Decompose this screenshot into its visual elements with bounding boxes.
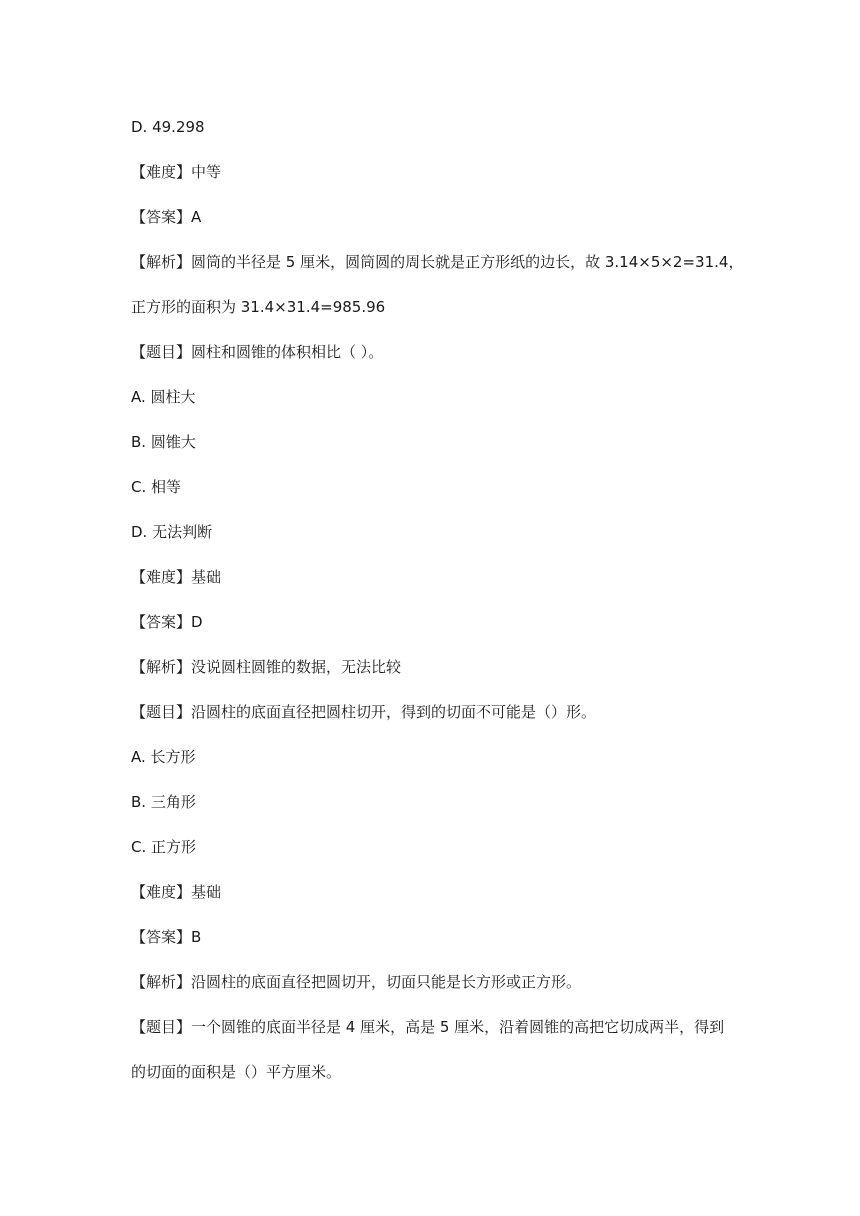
analysis-text: 【解析】没说圆柱圆锥的数据，无法比较 — [131, 658, 402, 676]
analysis-text-continued: 正方形的面积为 31.4×31.4=985.96 — [131, 298, 386, 316]
question-text: 【题目】沿圆柱的底面直径把圆柱切开，得到的切面不可能是（）形。 — [131, 703, 597, 721]
question-text: 【题目】圆柱和圆锥的体积相比（ ）。 — [131, 343, 384, 361]
difficulty-label: 【难度】中等 — [131, 163, 222, 181]
option-a: A. 圆柱大 — [131, 388, 196, 406]
question-text-continued: 的切面的面积是（）平方厘米。 — [131, 1063, 342, 1081]
option-c: C. 正方形 — [131, 838, 197, 856]
answer-label: 【答案】B — [131, 928, 202, 946]
analysis-text: 【解析】沿圆柱的底面直径把圆切开，切面只能是长方形或正方形。 — [131, 973, 582, 991]
option-d-previous: D. 49.298 — [131, 118, 205, 136]
analysis-text: 【解析】圆筒的半径是 5 厘米，圆筒圆的周长就是正方形纸的边长，故 3.14×5×2=31.4， — [131, 253, 744, 271]
option-a: A. 长方形 — [131, 748, 196, 766]
answer-label: 【答案】D — [131, 613, 203, 631]
option-b: B. 三角形 — [131, 793, 196, 811]
difficulty-label: 【难度】基础 — [131, 883, 222, 901]
question-text: 【题目】一个圆锥的底面半径是 4 厘米，高是 5 厘米，沿着圆锥的高把它切成两半，得到 — [131, 1018, 725, 1036]
difficulty-label: 【难度】基础 — [131, 568, 222, 586]
answer-label: 【答案】A — [131, 208, 202, 226]
option-b: B. 圆锥大 — [131, 433, 196, 451]
option-c: C. 相等 — [131, 478, 182, 496]
option-d: D. 无法判断 — [131, 523, 213, 541]
